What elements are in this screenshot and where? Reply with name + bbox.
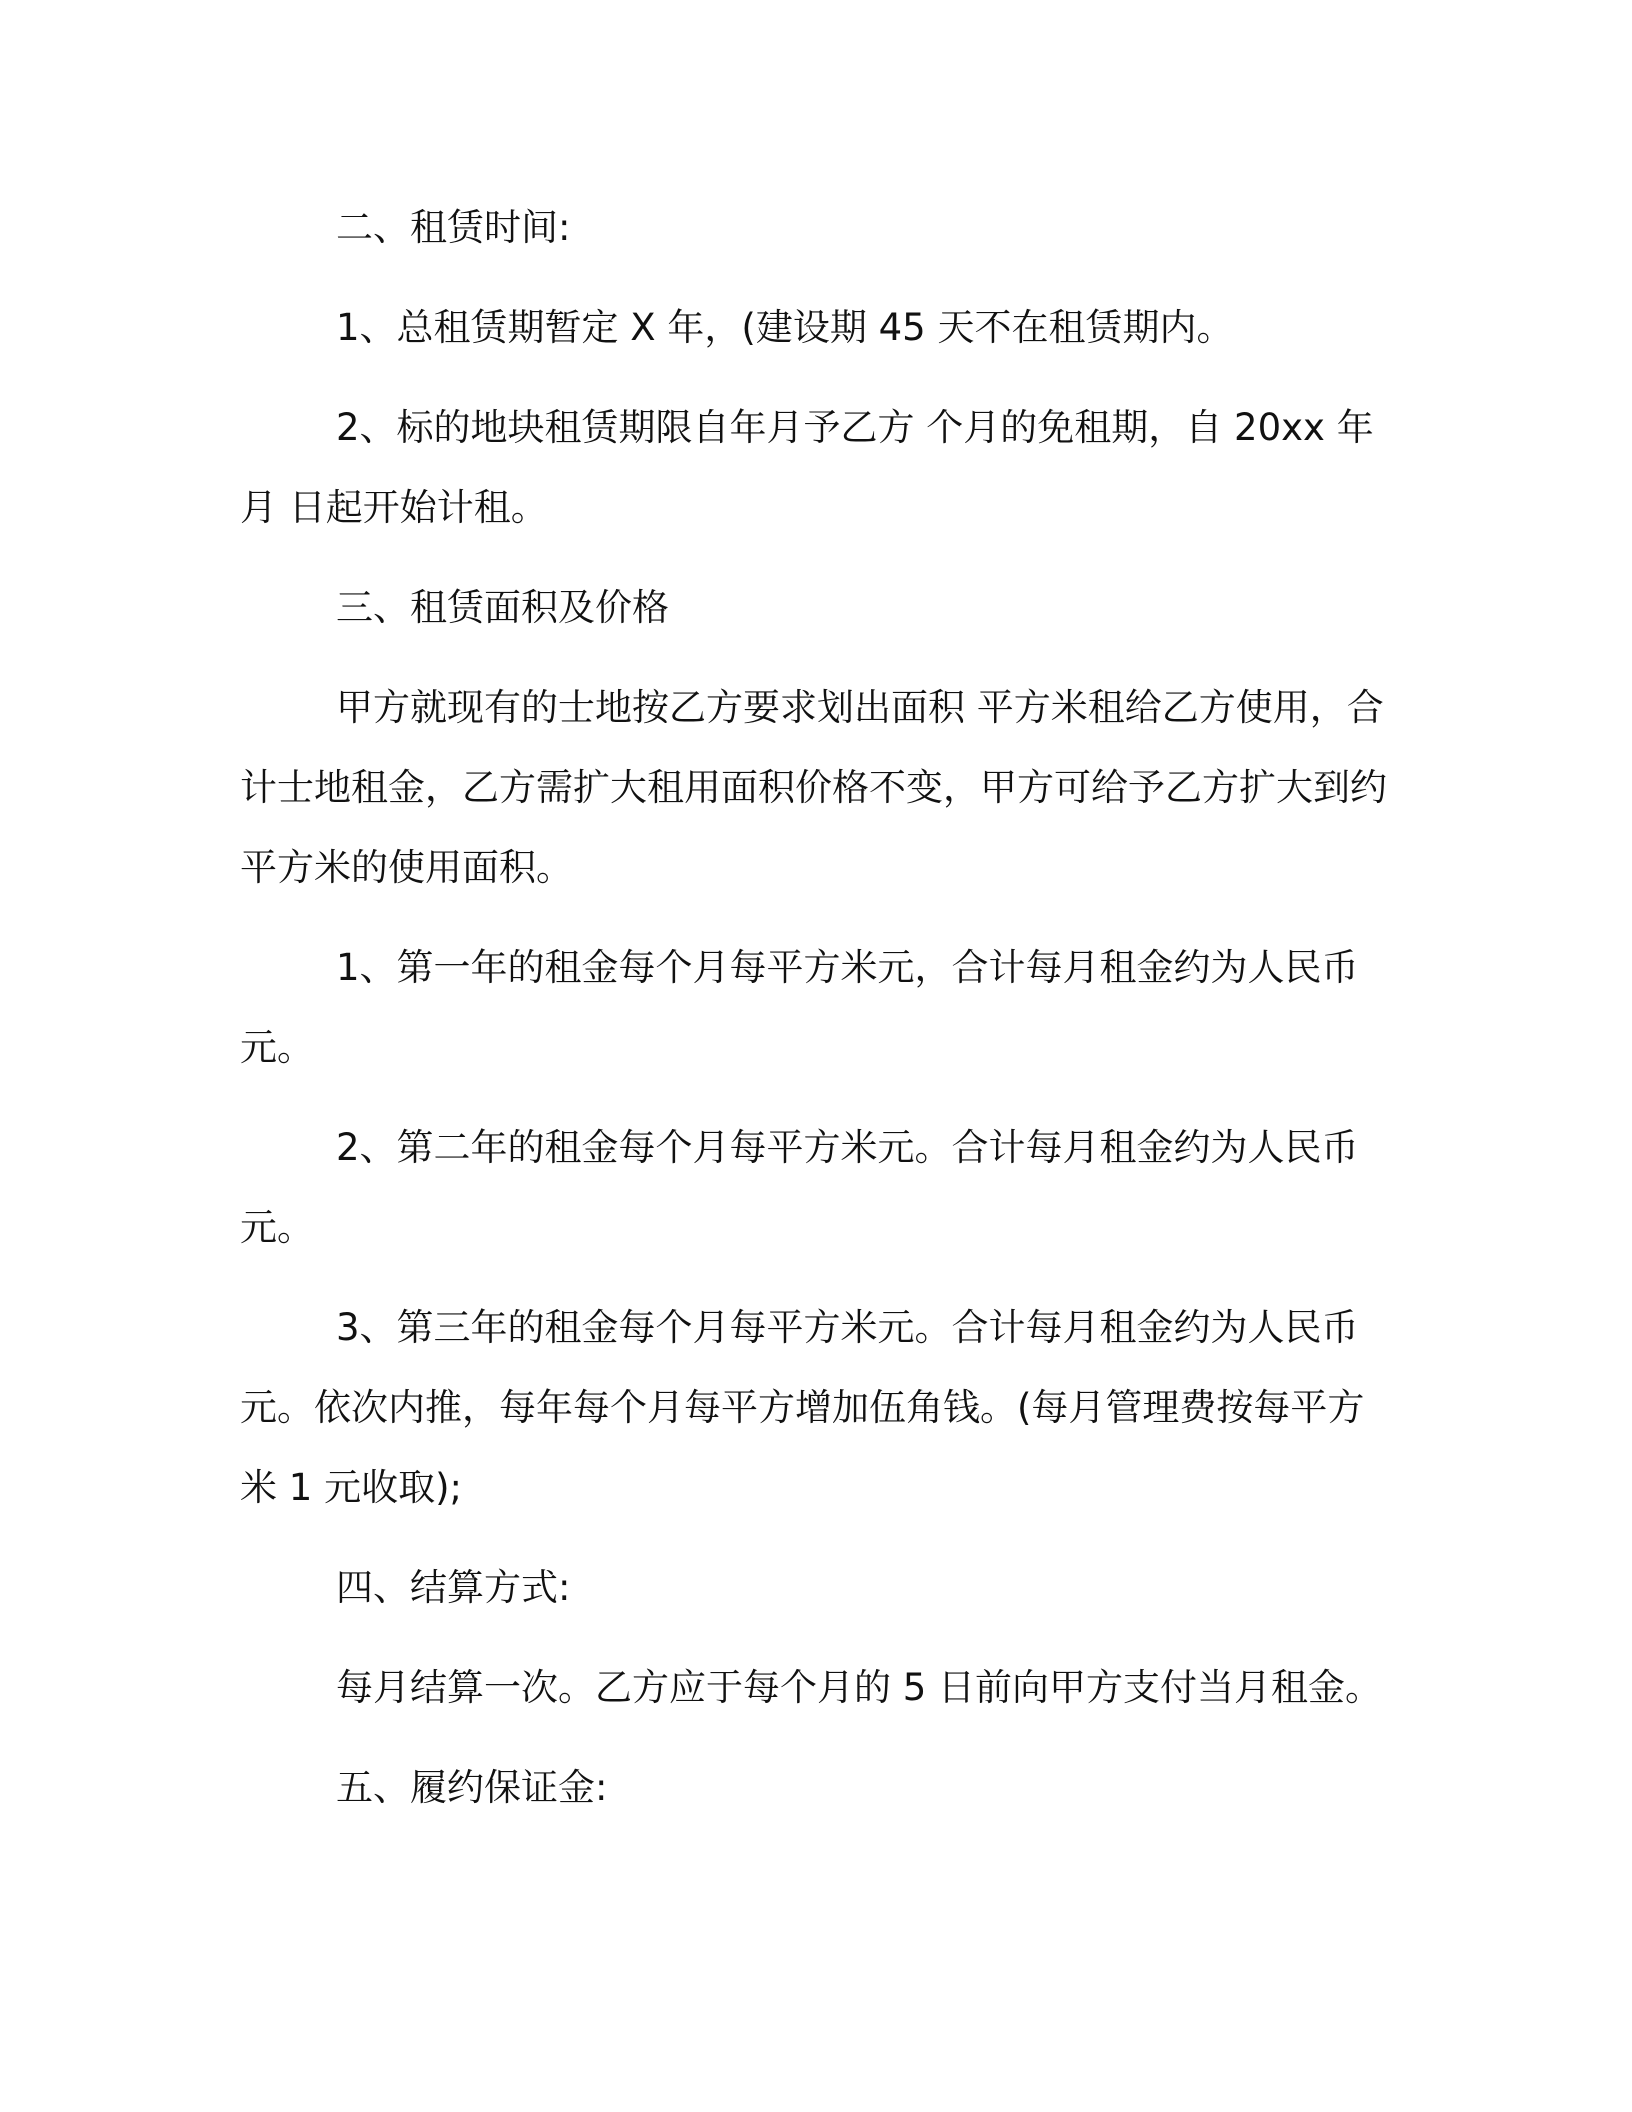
first-year-rent-paragraph: 1、第一年的租金每个月每平方米元，合计每月租金约为人民币元。 [240, 946, 1359, 1069]
settlement-heading: 四、结算方式: [336, 1566, 571, 1609]
lease-period-paragraph: 2、标的地块租赁期限自年月予乙方 个月的免租期，自 20xx 年月 日起开始计租。 [240, 406, 1374, 529]
settlement-detail-paragraph: 每月结算一次。乙方应于每个月的 5 日前向甲方支付当月租金。 [336, 1666, 1383, 1709]
deposit-heading: 五、履约保证金: [336, 1766, 608, 1809]
third-year-rent-paragraph: 3、第三年的租金每个月每平方米元。合计每月租金约为人民币元。依次内推，每年每个月每平方增加伍角钱。(每月管理费按每平方米 1 元收取); [240, 1306, 1365, 1509]
document-body [240, 188, 1390, 1848]
second-year-rent-paragraph: 2、第二年的租金每个月每平方米元。合计每月租金约为人民币元。 [240, 1126, 1359, 1249]
lease-time-heading: 二、租赁时间: [336, 206, 571, 249]
area-price-heading: 三、租赁面积及价格 [336, 586, 669, 629]
area-description-paragraph: 甲方就现有的士地按乙方要求划出面积 平方米租给乙方使用，合计士地租金，乙方需扩大租用面积价格不变，甲方可给予乙方扩大到约 平方米的使用面积。 [240, 686, 1387, 889]
lease-term-paragraph: 1、总租赁期暂定 X 年，(建设期 45 天不在租赁期内。 [336, 306, 1234, 349]
